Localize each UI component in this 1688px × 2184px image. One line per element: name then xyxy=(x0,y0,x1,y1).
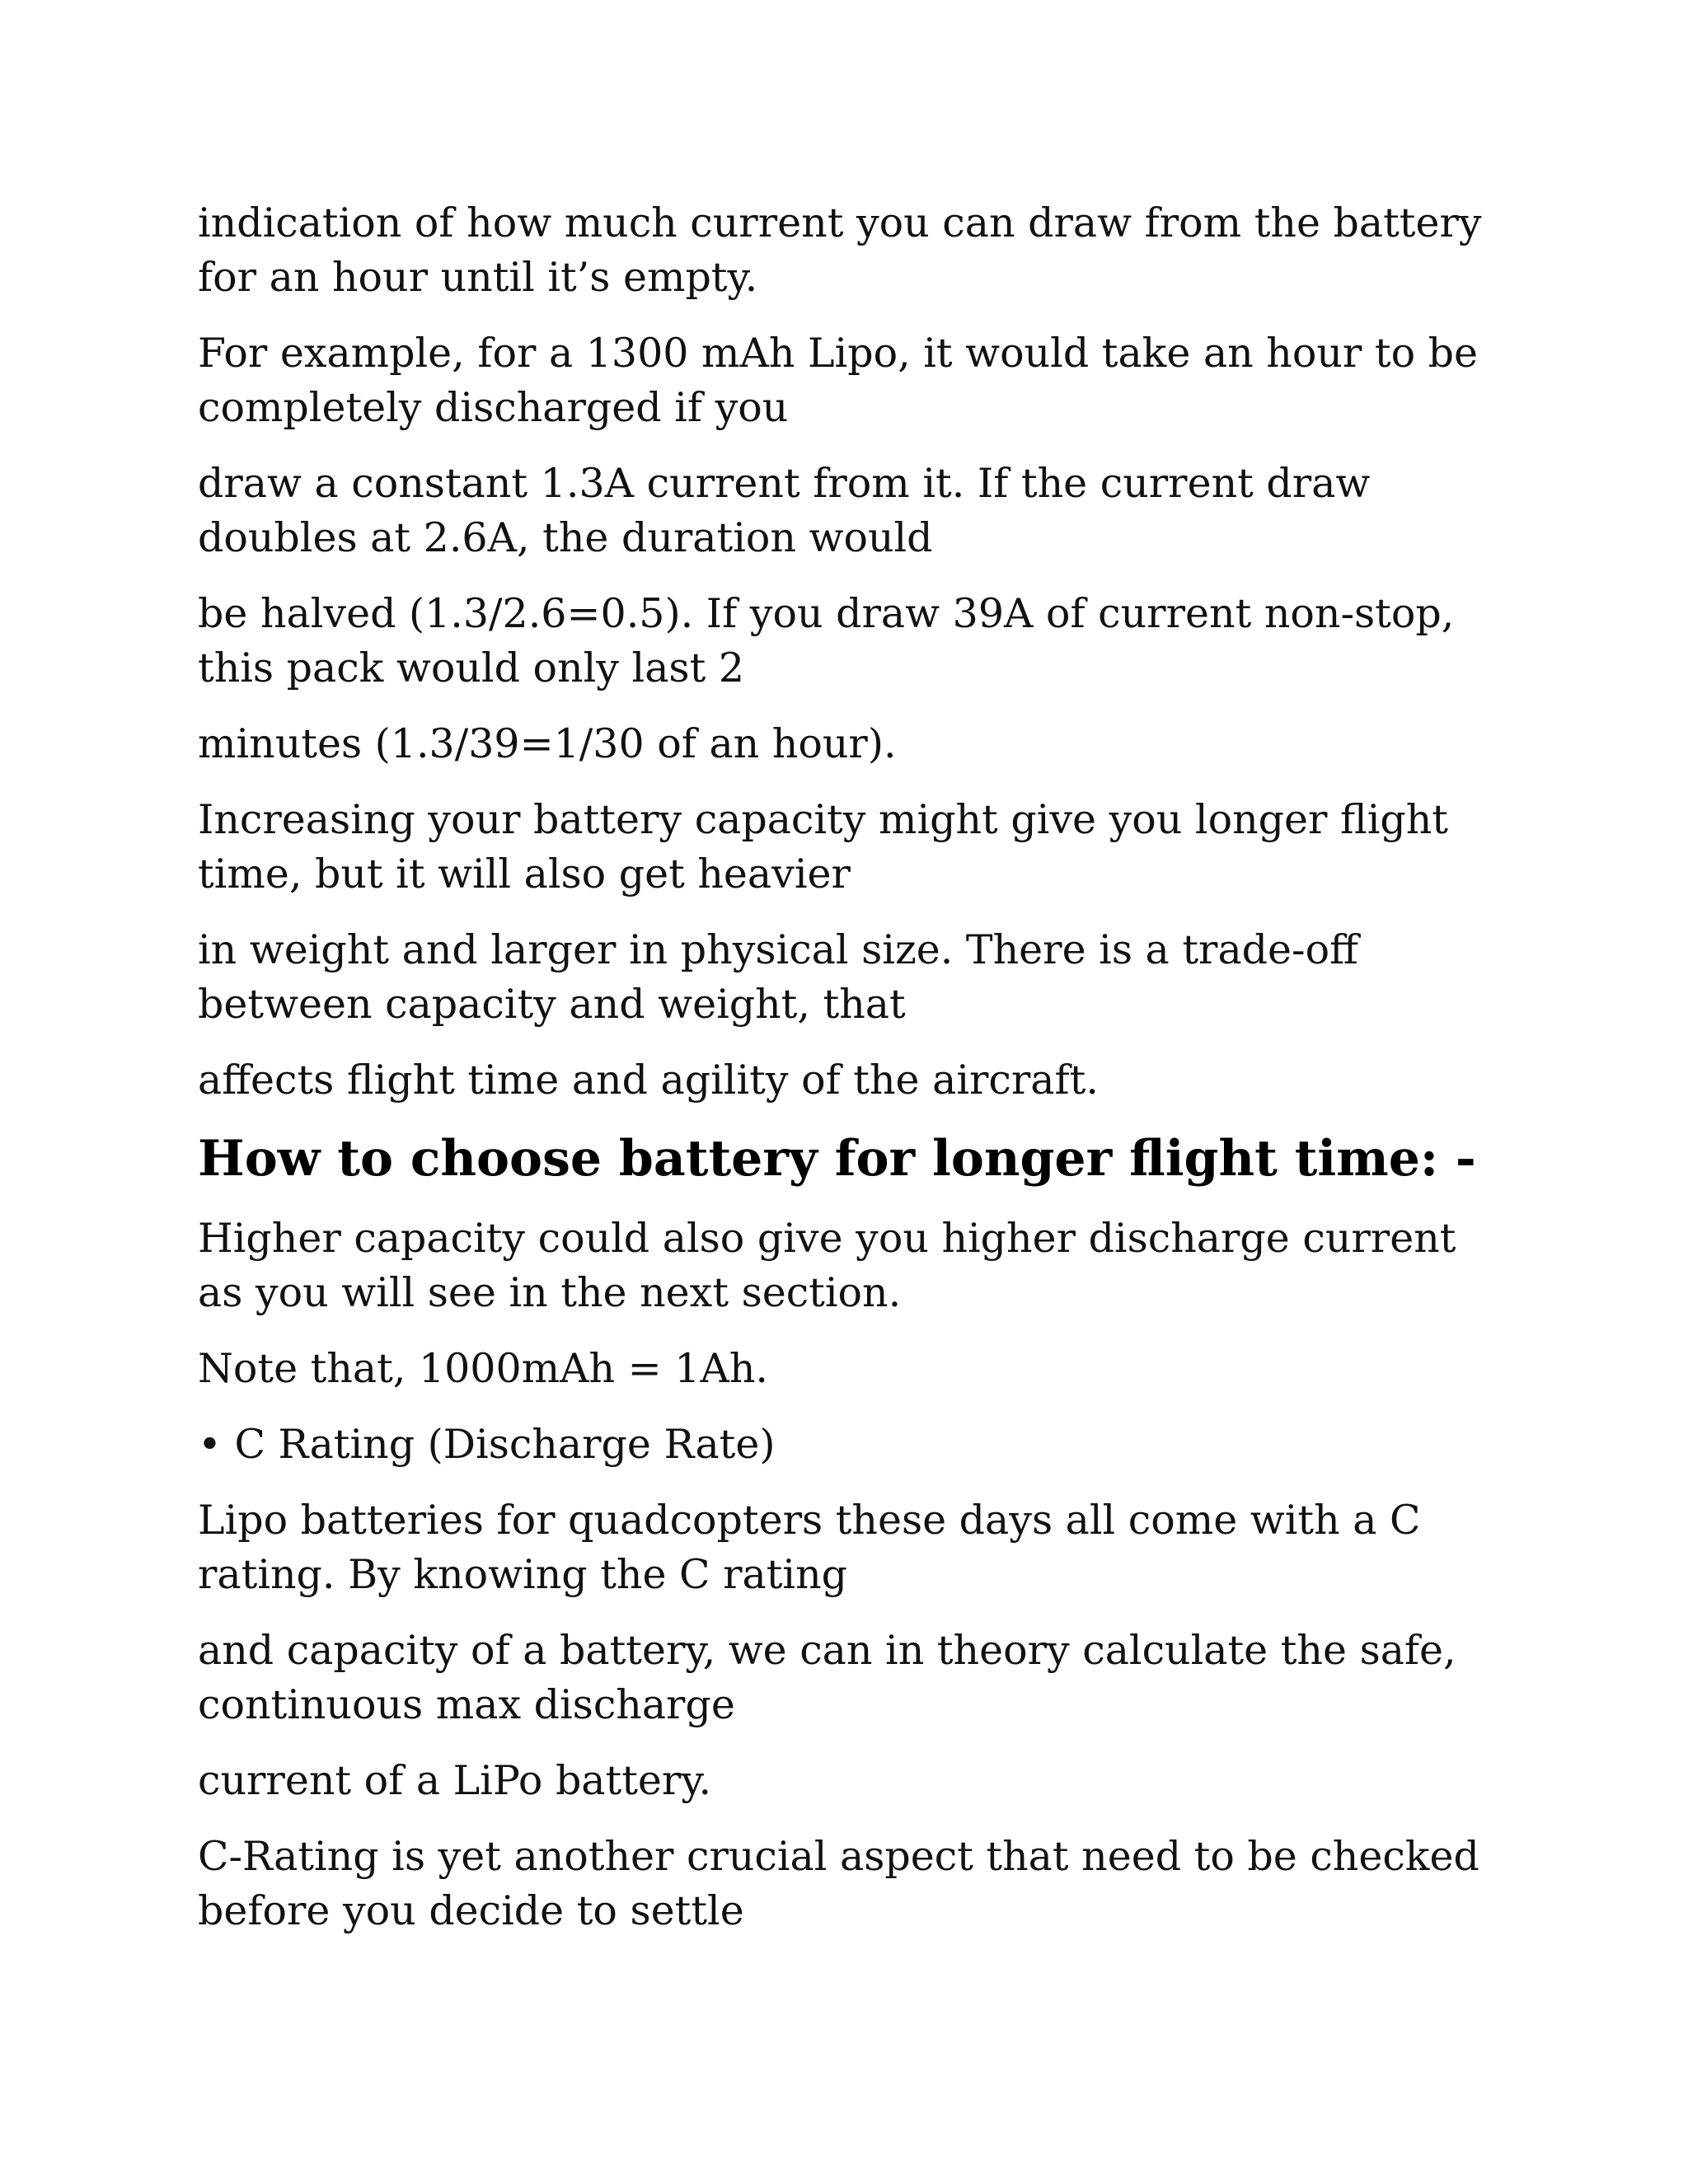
document-page xyxy=(198,196,1500,1960)
section-heading: How to choose battery for longer flight time: - xyxy=(198,1130,1476,1188)
paragraph: Note that, 1000mAh = 1Ah. xyxy=(198,1345,768,1392)
paragraph: minutes (1.3/39=1/30 of an hour). xyxy=(198,720,897,767)
paragraph: current of a LiPo battery. xyxy=(198,1757,712,1804)
paragraph: Higher capacity could also give you higher discharge current as you will see in the next section. xyxy=(198,1215,1456,1316)
paragraph: indication of how much current you can draw from the battery for an hour until it’s empty. xyxy=(198,199,1482,301)
paragraph: affects flight time and agility of the aircraft. xyxy=(198,1057,1099,1104)
paragraph: For example, for a 1300 mAh Lipo, it would take an hour to be completely discharged if you xyxy=(198,330,1479,431)
bullet-item: • C Rating (Discharge Rate) xyxy=(198,1421,776,1468)
paragraph: be halved (1.3/2.6=0.5). If you draw 39A of current non-stop, this pack would only last 2 xyxy=(198,590,1455,691)
paragraph: Increasing your battery capacity might give you longer flight time, but it will also get heavier xyxy=(198,796,1448,898)
paragraph: in weight and larger in physical size. There is a trade-off between capacity and weight, that xyxy=(198,926,1358,1028)
paragraph: draw a constant 1.3A current from it. If the current draw doubles at 2.6A, the duration would xyxy=(198,460,1371,561)
paragraph: C-Rating is yet another crucial aspect that need to be checked before you decide to settle xyxy=(198,1833,1479,1934)
paragraph: and capacity of a battery, we can in theory calculate the safe, continuous max discharge xyxy=(198,1627,1456,1728)
paragraph: Lipo batteries for quadcopters these days all come with a C rating. By knowing the C rating xyxy=(198,1497,1421,1598)
